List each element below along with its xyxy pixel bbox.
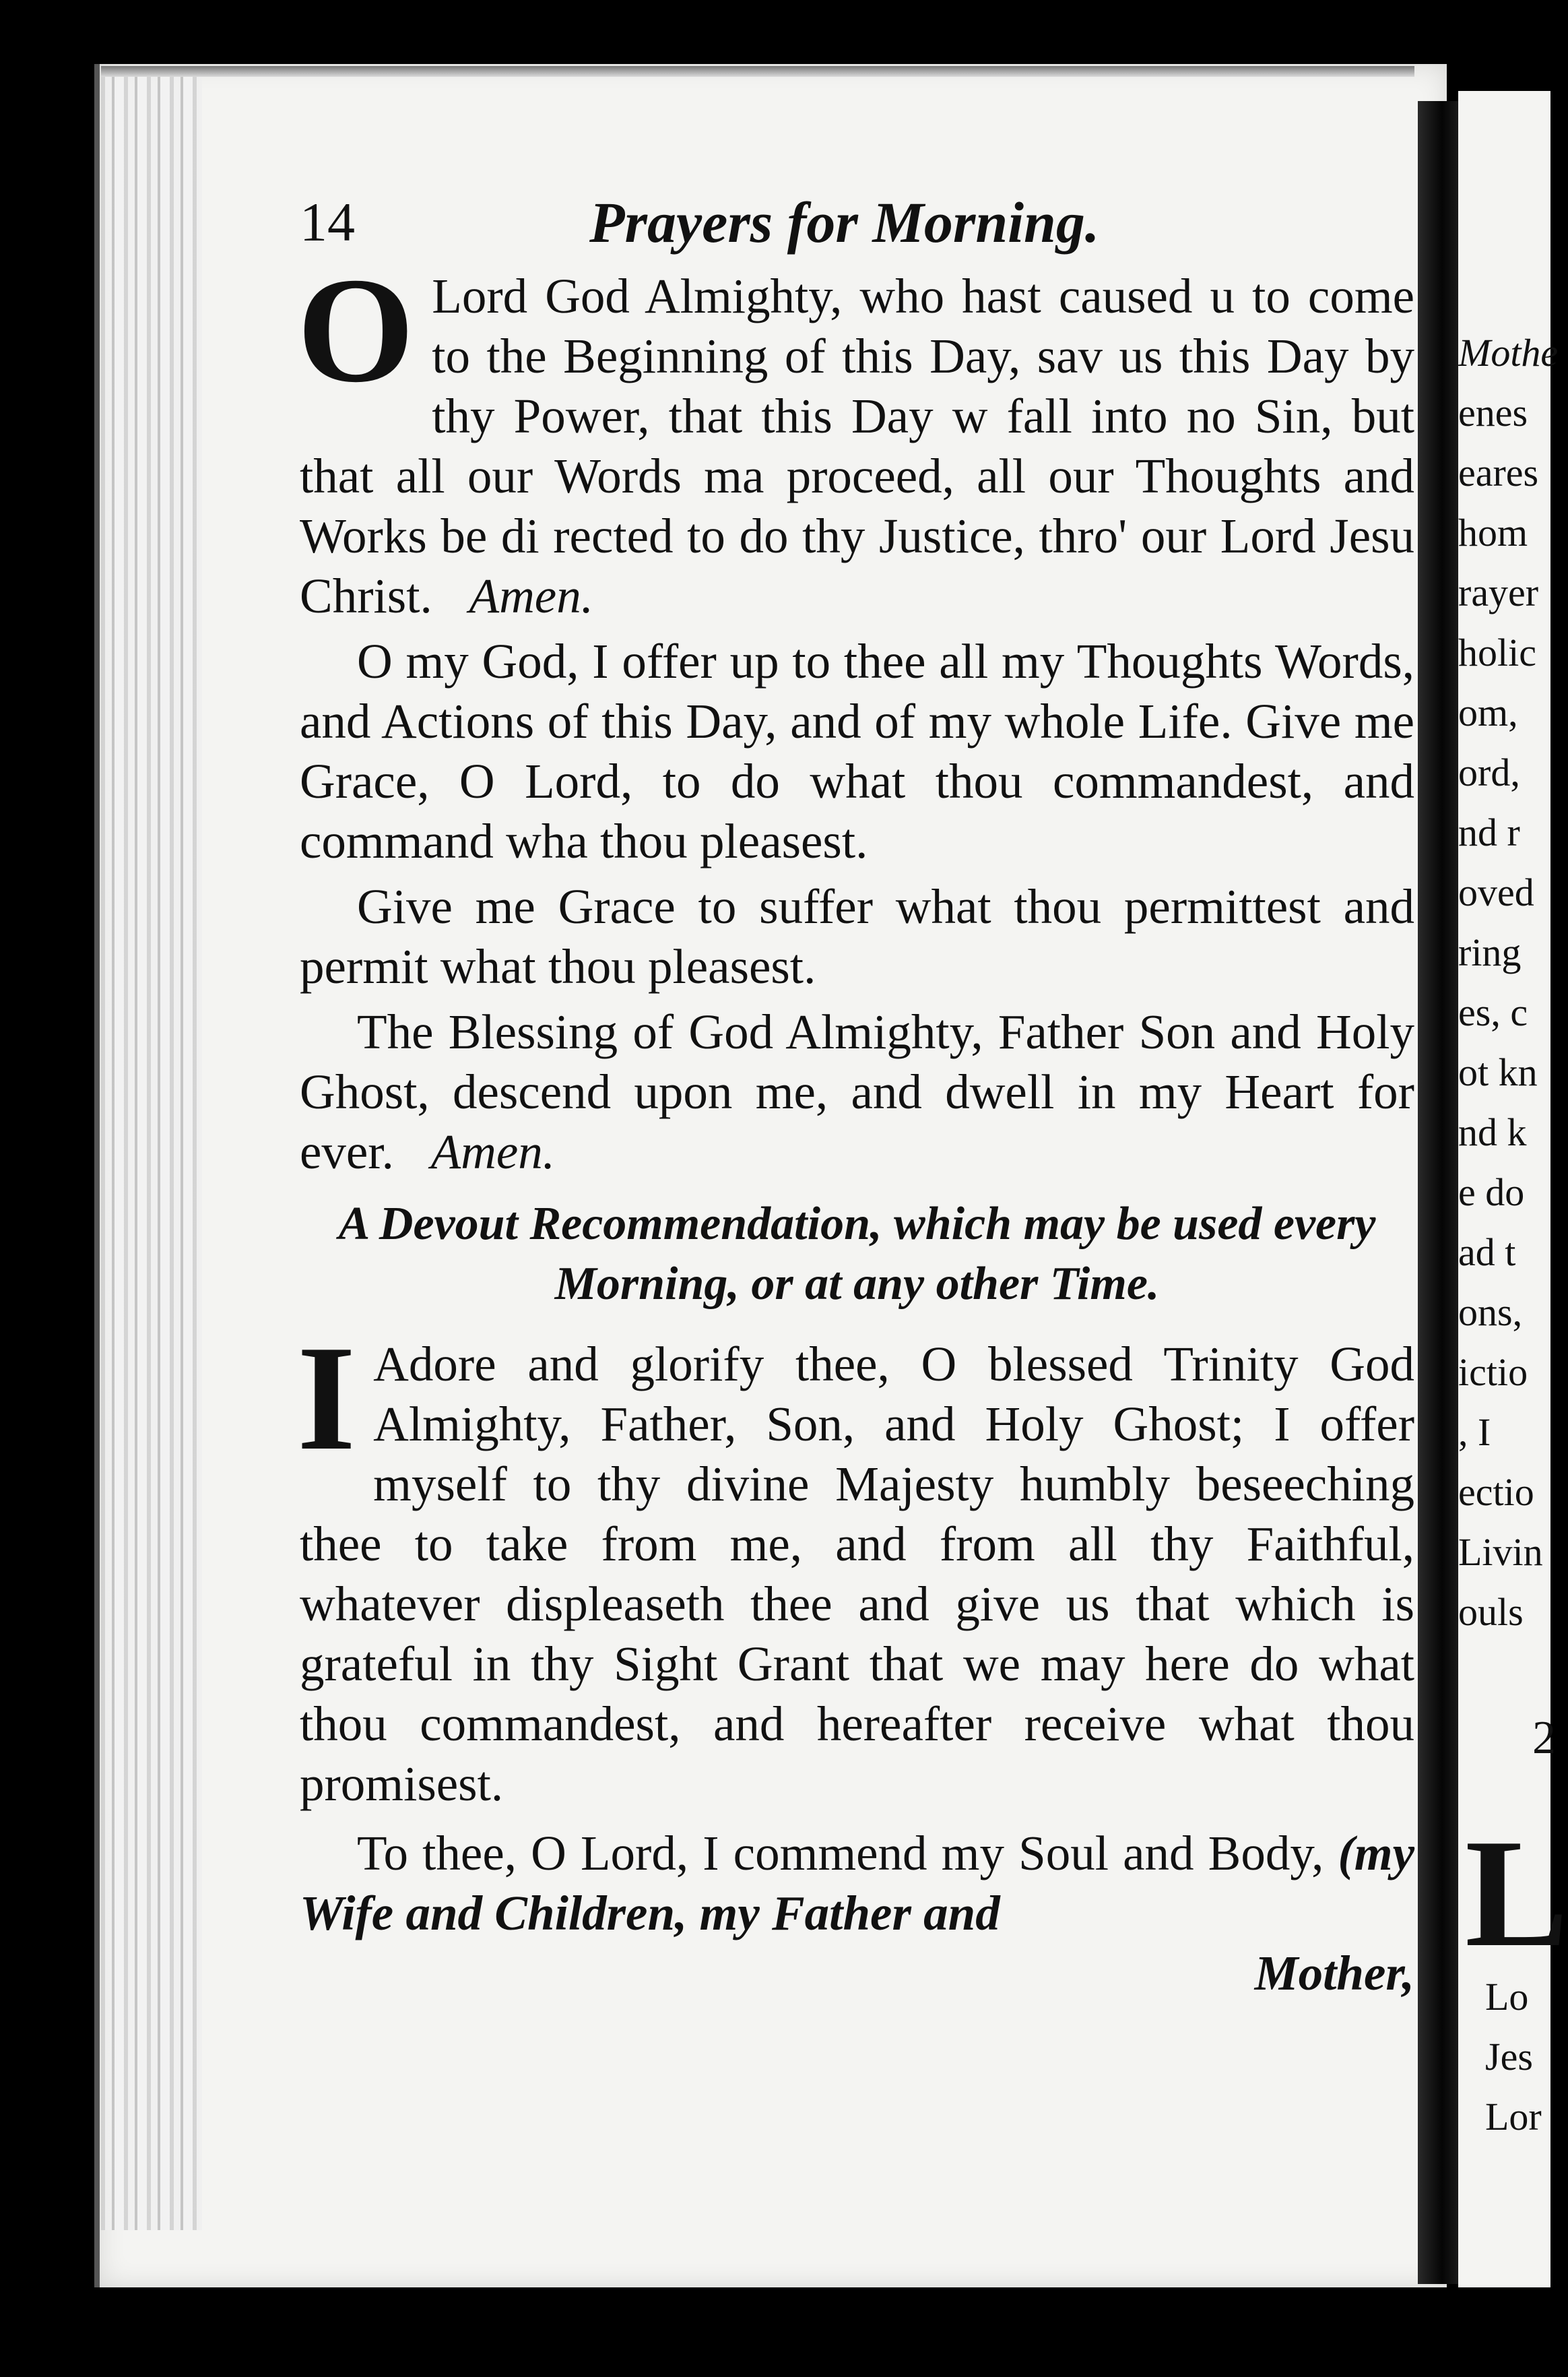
running-title: Prayers for Morning.	[589, 190, 1100, 255]
facing-page-line: rayer	[1458, 571, 1539, 614]
facing-page-line: ictio	[1458, 1350, 1528, 1394]
facing-page-line: ectio	[1458, 1470, 1534, 1514]
facing-page-line: Livin	[1458, 1530, 1543, 1574]
section-heading: A Devout Recommendation, which may be used every Morning, or at any other Time.	[338, 1198, 1376, 1310]
facing-page-line: ad t	[1458, 1230, 1516, 1274]
page-header	[300, 185, 1411, 259]
facing-page-bottom-line: Lo	[1485, 1975, 1529, 2019]
facing-page-line: ot kn	[1458, 1050, 1538, 1094]
facing-page-line: , I	[1458, 1410, 1491, 1454]
facing-page-line: nd k	[1458, 1110, 1527, 1154]
facing-page-line: ouls	[1458, 1590, 1524, 1634]
prayer-1-text: Lord God Almighty, who hast caused u to come to the Beginning of this Day, sav us this Day by thy Power, that this Day w fall into no Sin, but that all our Words ma proceed, all our Thoughts and Works be di rected to do thy Justice, thro' our Lord Jesu Christ.	[300, 269, 1414, 623]
prayer-5-text: Adore and glorify thee, O blessed Trinity God Almighty, Father, Son, and Holy Ghost; I offer myself to thy divine Majesty humbly beseeching thee to take from me, and from all thy Faithful, whatever displeaseth thee and give us that which is grateful in thy Sight Grant that we may here do what thou commandest, and hereafter receive what thou promisest.	[300, 1337, 1414, 1811]
facing-page-line: nd r	[1458, 811, 1520, 854]
book-gutter	[1418, 101, 1458, 2284]
facing-page-drop-cap: L	[1465, 1807, 1568, 1979]
prayer-paragraph-4	[300, 1002, 1414, 1182]
prayer-3-text: Give me Grace to suffer what thou permittest and permit what thou pleasest.	[300, 879, 1414, 994]
facing-page-line: holic	[1458, 631, 1536, 674]
page-edges	[101, 74, 202, 2230]
facing-page-line: oved	[1458, 870, 1534, 914]
facing-page-line: ons,	[1458, 1290, 1523, 1334]
prayer-1-amen: Amen.	[469, 569, 593, 623]
text-block	[297, 247, 1414, 2003]
facing-page-line: e do	[1458, 1170, 1525, 1214]
drop-cap-o: O	[297, 247, 415, 414]
page-number: 14	[300, 191, 355, 253]
facing-page-line: ord,	[1458, 751, 1520, 794]
prayer-4-text: The Blessing of God Almighty, Father Son and Holy Ghost, descend upon me, and dwell in my Heart for ever.	[300, 1005, 1414, 1179]
prayer-paragraph-5	[297, 1314, 1414, 1814]
facing-page-line: enes	[1458, 391, 1528, 435]
facing-page-bottom-line: Jes	[1485, 2035, 1533, 2079]
prayer-paragraph-2	[300, 631, 1414, 871]
drop-cap-i: I	[297, 1314, 356, 1482]
facing-page-line: hom	[1458, 511, 1528, 554]
facing-page-line: es, c	[1458, 990, 1528, 1034]
facing-page-bottom-line: Lor	[1485, 2095, 1542, 2138]
prayer-paragraph-6	[300, 1823, 1414, 1943]
prayer-6-text: To thee, O Lord, I commend my Soul and Body,	[357, 1826, 1324, 1880]
facing-page-line: eares	[1458, 451, 1539, 495]
page-top-edge	[101, 66, 1414, 77]
catchword: Mother,	[1254, 1946, 1414, 2000]
prayer-paragraph-3	[300, 877, 1414, 996]
prayer-6-italic-text: (my Wife and Children, my Father and	[300, 1826, 1414, 1940]
facing-page-numeral: 2	[1532, 1712, 1556, 1764]
facing-page-fragment	[1458, 91, 1568, 2287]
prayer-2-text: O my God, I offer up to thee all my Thoughts Words, and Actions of this Day, and of my whole Life. Give me Grace, O Lord, to do what thou commandest, and command wha thou pleasest.	[300, 634, 1414, 868]
facing-page-line: ring	[1458, 930, 1522, 974]
prayer-4-amen: Amen.	[430, 1124, 556, 1179]
facing-page-line: om,	[1458, 691, 1518, 734]
facing-page-line: Mothe	[1458, 331, 1559, 375]
prayer-paragraph-1	[297, 247, 1414, 626]
